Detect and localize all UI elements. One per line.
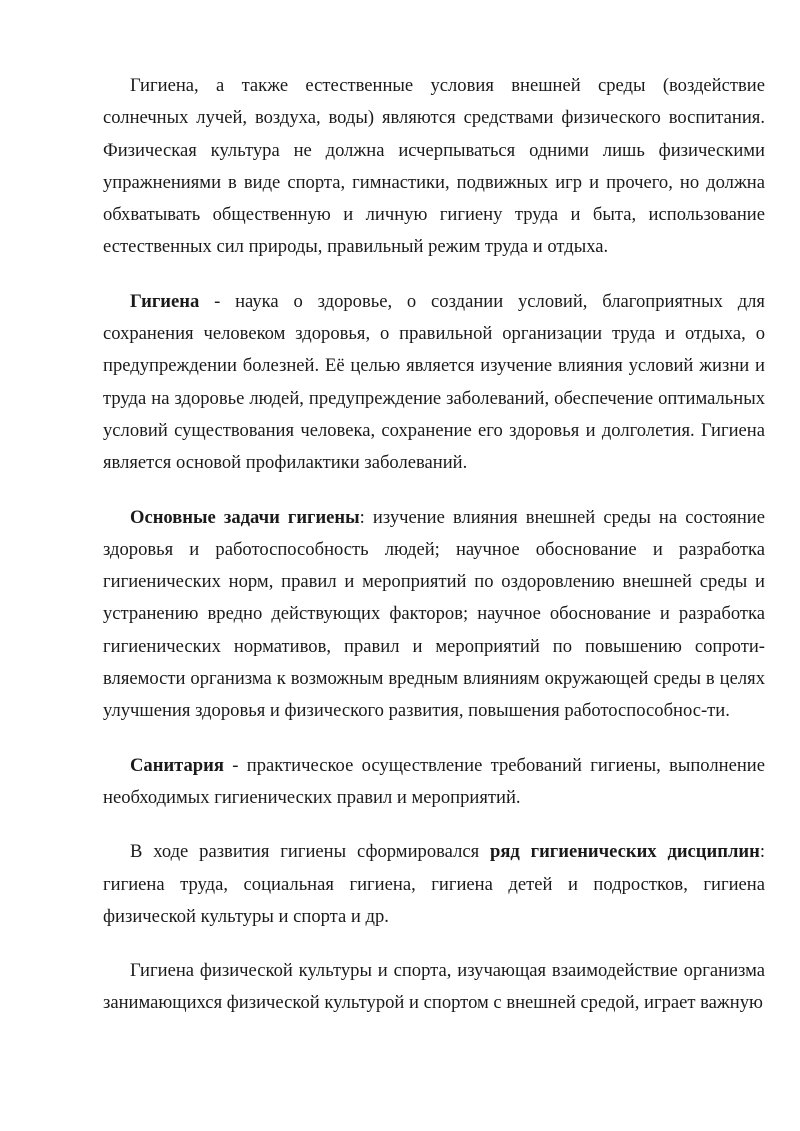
term-main-tasks: Основные задачи гигиены	[130, 506, 360, 528]
paragraph-text: - практическое осуществление требований гигиены, выполнение необходимых гигиенических правил и мероприятий.	[103, 754, 765, 808]
paragraph-hygiene-tasks	[103, 502, 765, 728]
term-disciplines: ряд гигиенических дисциплин	[490, 841, 760, 863]
paragraph-text: Гигиена физической культуры и спорта, изучающая взаимодействие организма занимающихся физической культурой и спортом с внешней средой, играет важную	[103, 960, 765, 1014]
paragraph-hygiene-definition	[103, 286, 765, 480]
paragraph-intro	[103, 70, 765, 264]
term-sanitation: Санитария	[130, 754, 224, 776]
paragraph-disciplines	[103, 836, 765, 933]
paragraph-text: - наука о здоровье, о создании условий, благоприятных для сохранения человеком здоровья, о правильной организации труда и отдыха, о предупреждении болезней. Её целью является изучение влияния условий жизни и труда на здоровье людей, предупреждение заболеваний, обеспечение оптимальных условий существования человека, сохранение его здоровья и долголетия. Гигиена является основой профилактики заболеваний.	[103, 290, 765, 474]
paragraph-sanitation	[103, 750, 765, 815]
paragraph-text: Гигиена, а также естественные условия внешней среды (воздействие солнечных лучей, воздуха, воды) являются средствами физического воспитания. Физическая культура не должна исчерпываться одними лишь физическими упражнениями в виде спорта, гимнастики, подвижных игр и прочего, но должна обхватывать общественную и личную гигиену труда и быта, использование естественных сил природы, правильный режим труда и отдыха.	[103, 75, 765, 258]
paragraph-sports-hygiene	[103, 955, 765, 1020]
document-page	[103, 70, 765, 1042]
paragraph-text: : изучение влияния внешней среды на состояние здоровья и работоспособность людей; научное обоснование и разработка гигиенических норм, правил и мероприятий по оздоровлению внешней среды и устранению вредно действующих факторов; научное обоснование и разработка гигиенических нормативов, правил и мероприятий по повышению сопротивляемости организма к возможным вредным влияниям окружающей среды в целях улучшения здоровья и физического развития, повышения работоспособнос-ти.	[103, 506, 765, 722]
term-hygiene: Гигиена	[130, 290, 200, 312]
paragraph-text: : гигиена труда, социальная гигиена, гигиена детей и подростков, гигиена физической культуры и спорта и др.	[103, 841, 765, 927]
paragraph-lead-text: В ходе развития гигиены сформировался	[130, 841, 490, 863]
